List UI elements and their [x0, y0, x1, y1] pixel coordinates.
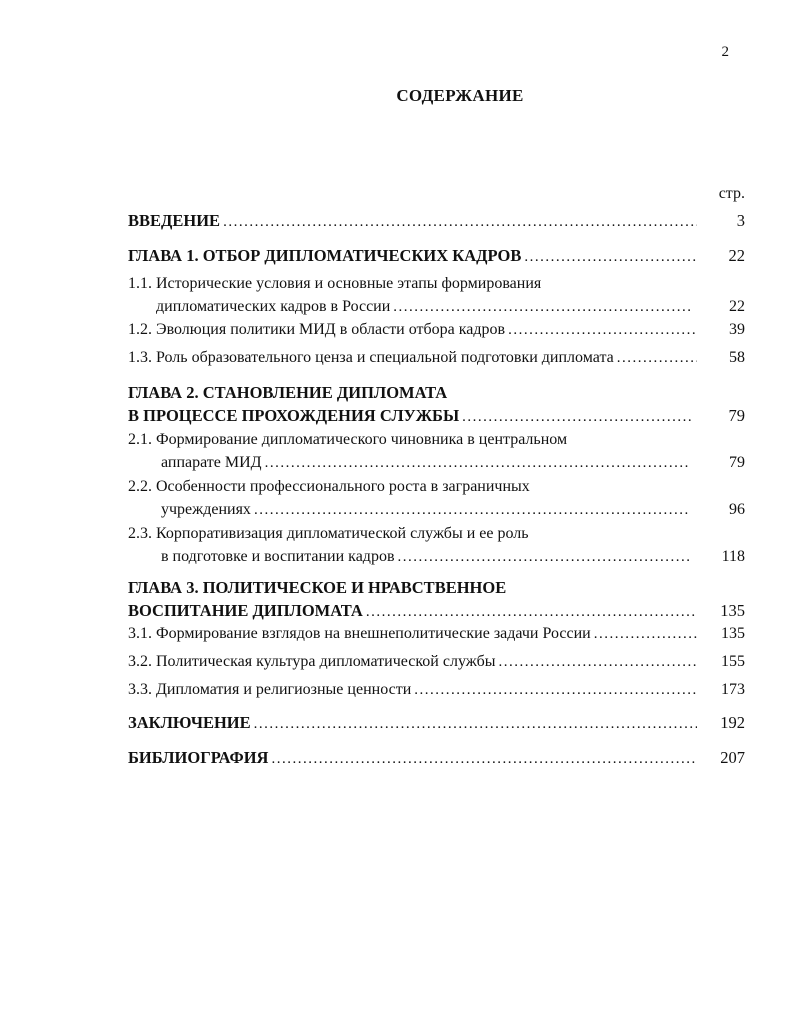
page-number: 2 [721, 44, 729, 60]
toc-entry [0, 346, 793, 369]
dot-leader [268, 748, 697, 771]
toc-page-number: 192 [720, 713, 745, 732]
dot-leader [495, 651, 697, 674]
toc-entry-text: 3.2. Политическая культура дипломатической службы [128, 653, 496, 670]
toc-entry-line [0, 404, 793, 427]
toc-entry [0, 522, 793, 568]
toc-entry-line [0, 622, 793, 645]
toc-page-number: 135 [720, 601, 745, 620]
dot-leader [521, 246, 697, 269]
toc-entry [0, 650, 793, 673]
toc-page-number: 207 [720, 748, 745, 767]
toc-entry-line [0, 381, 793, 404]
toc-entry-text: 3.3. Дипломатия и религиозные ценности [128, 681, 412, 698]
toc-entry-text: БИБЛИОГРАФИЯ [128, 748, 269, 767]
dot-leader [505, 319, 697, 342]
toc-entry-line [0, 599, 793, 622]
toc-entry [0, 244, 793, 267]
toc-entry-line [0, 678, 793, 701]
dot-leader [395, 546, 691, 569]
toc-entry-line [0, 650, 793, 673]
dot-leader [251, 713, 697, 736]
toc-entry [0, 711, 793, 734]
toc-entry-line [0, 576, 793, 599]
toc-entry [0, 622, 793, 645]
page-title: СОДЕРЖАНИЕ [396, 86, 524, 105]
toc-entry-line [0, 451, 793, 474]
toc-page-number: 155 [721, 653, 745, 670]
toc-entry [0, 428, 793, 474]
dot-leader [411, 679, 697, 702]
toc-entry [0, 209, 793, 232]
toc-page-number: 58 [729, 349, 745, 366]
toc-entry [0, 318, 793, 341]
toc-entry-line [0, 209, 793, 232]
toc-entry-text: аппарате МИД [161, 454, 262, 471]
toc-entry-text: 1.2. Эволюция политики МИД в области отбора кадров [128, 321, 506, 338]
toc-entry-text: 2.2. Особенности профессионального роста в заграничных [128, 478, 530, 495]
toc-page-number: 135 [721, 625, 745, 642]
toc-entry-text: 1.3. Роль образовательного ценза и специальной подготовки дипломата [128, 349, 614, 366]
toc-entry [0, 576, 793, 622]
toc-entry-line [0, 428, 793, 451]
toc-entry [0, 381, 793, 427]
toc-page-number: 22 [729, 298, 745, 315]
toc-entry-line [0, 711, 793, 734]
toc-entry-line [0, 746, 793, 769]
toc-entry [0, 678, 793, 701]
toc-entry-text: ВОСПИТАНИЕ ДИПЛОМАТА [128, 601, 363, 620]
toc-page-number: 173 [721, 681, 745, 698]
toc-entry-text: ГЛАВА 2. СТАНОВЛЕНИЕ ДИПЛОМАТА [128, 383, 448, 402]
toc-entry-text: ГЛАВА 3. ПОЛИТИЧЕСКОЕ И НРАВСТВЕННОЕ [128, 578, 507, 597]
toc-entry-line [0, 475, 793, 498]
toc-entry-text: дипломатических кадров в России [156, 298, 391, 315]
toc-entry-text: ГЛАВА 1. ОТБОР ДИПЛОМАТИЧЕСКИХ КАДРОВ [128, 246, 522, 265]
toc-entry-line [0, 522, 793, 545]
dot-leader [390, 296, 690, 319]
dot-leader [220, 211, 697, 234]
toc-entry-text: ЗАКЛЮЧЕНИЕ [128, 713, 251, 732]
toc-entry-text: 2.1. Формирование дипломатического чиновника в центральном [128, 431, 568, 448]
toc-page-number: 79 [729, 454, 745, 471]
dot-leader [262, 452, 690, 475]
toc-entry-text: 3.1. Формирование взглядов на внешнеполитические задачи России [128, 625, 591, 642]
toc-entry-line [0, 498, 793, 521]
toc-page-number: 39 [729, 321, 745, 338]
toc-entry-text: 1.1. Исторические условия и основные этапы формирования [128, 275, 542, 292]
toc-page-number: 79 [728, 406, 745, 425]
dot-leader [459, 406, 693, 429]
dot-leader [363, 601, 697, 624]
toc-page-number: 96 [729, 501, 745, 518]
toc-entry-text: ВВЕДЕНИЕ [128, 211, 221, 230]
dot-leader [614, 347, 697, 370]
toc-entry-text: в подготовке и воспитании кадров [161, 548, 395, 565]
toc-entry-line [0, 272, 793, 295]
toc-page-number: 118 [721, 548, 745, 565]
toc-entry-line [0, 545, 793, 568]
dot-leader [251, 499, 690, 522]
toc-entry-text: учреждениях [161, 501, 251, 518]
toc-entry-line [0, 318, 793, 341]
toc-entry-line [0, 244, 793, 267]
toc-entry [0, 272, 793, 318]
page-column-label: стр. [718, 185, 745, 202]
toc-page-number: 22 [728, 246, 745, 265]
toc-entry-line [0, 346, 793, 369]
toc-entry-text: В ПРОЦЕССЕ ПРОХОЖДЕНИЯ СЛУЖБЫ [128, 406, 460, 425]
dot-leader [591, 623, 697, 646]
toc-entry-line [0, 295, 793, 318]
toc-entry-text: 2.3. Корпоративизация дипломатической службы и ее роль [128, 525, 529, 542]
toc-entry [0, 475, 793, 521]
toc-entry [0, 746, 793, 769]
toc-page-number: 3 [736, 211, 745, 230]
